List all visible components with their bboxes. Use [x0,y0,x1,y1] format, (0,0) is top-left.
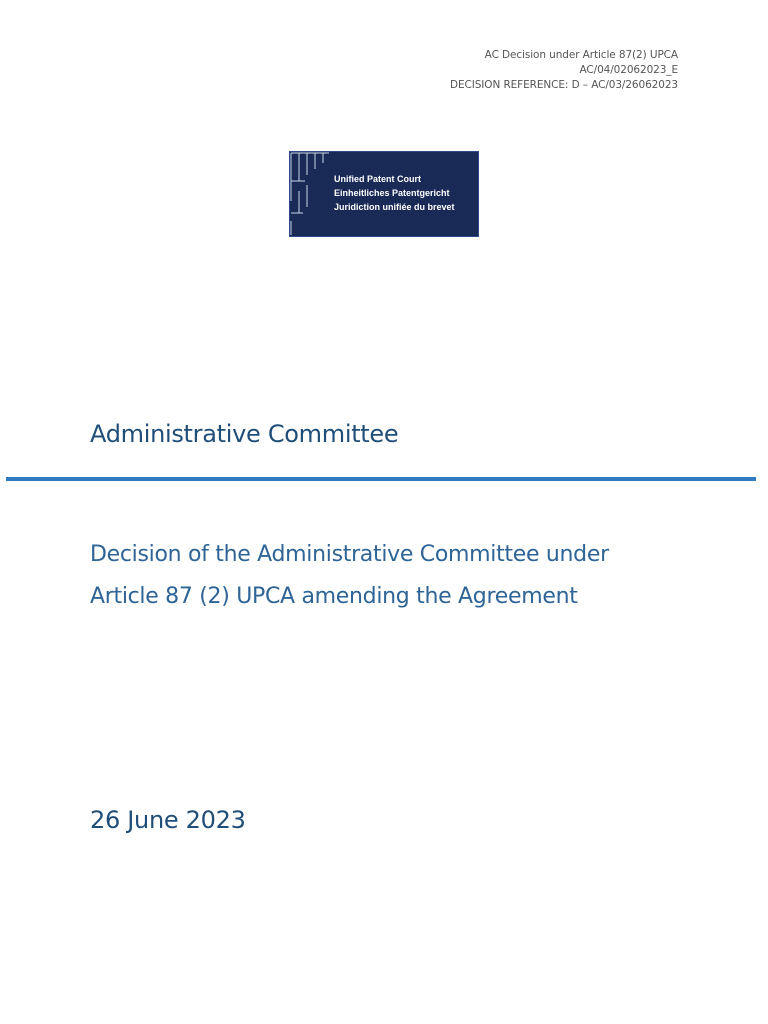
reference-line-article: AC Decision under Article 87(2) UPCA [484,49,678,61]
decision-title-line-2: Article 87 (2) UPCA amending the Agreement [90,584,578,609]
reference-line-decision-reference: DECISION REFERENCE: D – AC/03/26062023 [449,79,678,91]
logo-line-english: Unified Patent Court [334,174,421,184]
logo-line-french: Juridiction unifiée du brevet [334,202,455,212]
committee-heading: Administrative Committee [90,420,399,448]
document-reference-block [450,48,678,93]
reference-line-ac-number: AC/04/02062023_E [579,64,678,76]
heading-divider [6,477,756,481]
decision-date: 26 June 2023 [90,806,246,834]
upc-logo-text [334,172,455,214]
upc-logo [289,151,479,237]
decision-title [90,534,730,618]
logo-line-german: Einheitliches Patentgericht [334,188,450,198]
decision-title-line-1: Decision of the Administrative Committee under [90,542,609,567]
